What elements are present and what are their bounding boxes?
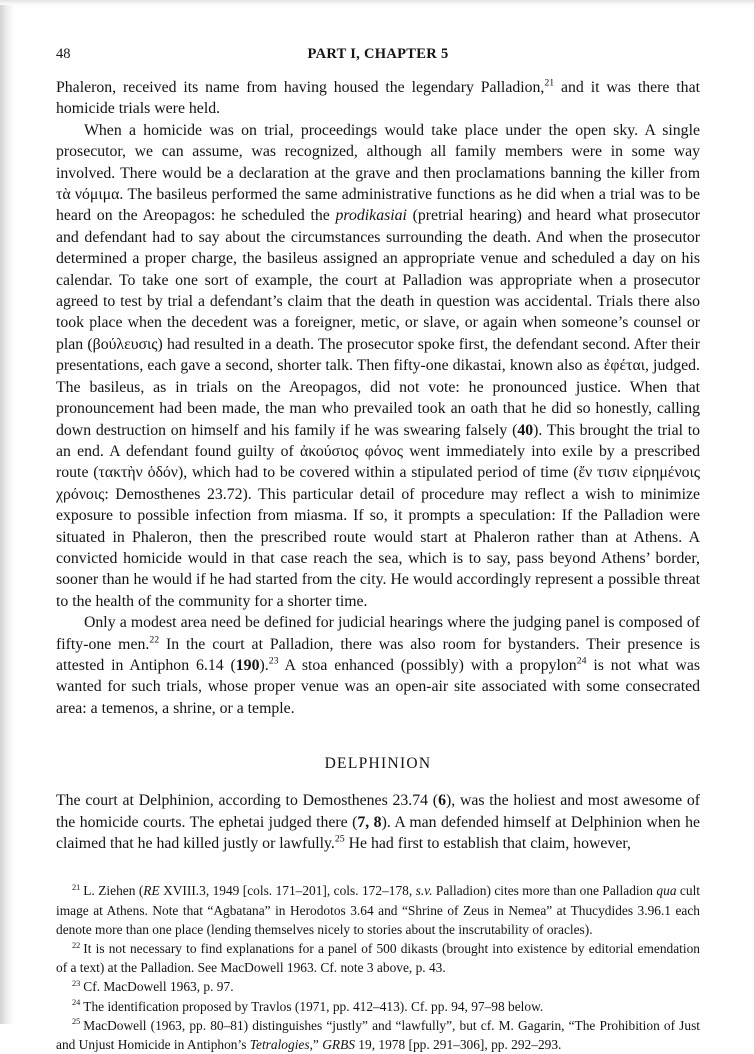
text-run: MacDowell (1963, pp. 80–81) distinguishes “justly” and “lawfully”, but cf. M. Gagarin, “The Prohibition of Just and Unjust Homicide in Antiphon’s [56, 1017, 700, 1053]
text-run: is not what was wanted for such trials, whose proper venue was an open-air site associated with some consecrated area: a temenos, a shrine, or a temple. [56, 656, 700, 717]
text-run: It is not necessary to find explanations for a panel of 500 dikasts (brought into existence by editorial emendation of a text) at the Palladion. See MacDowell 1963. Cf. note 3 above, p. 43. [56, 941, 700, 976]
body-paragraphs [56, 77, 700, 719]
text-run: The court at Delphinion, according to Demosthenes 23.74 ( [56, 792, 439, 810]
text-run: In the court at Palladion, there was also room for bystanders. Their presence is attested in Antiphon 6.14 ( [56, 635, 700, 674]
text-run: 40 [517, 421, 534, 439]
text-run: 6 [438, 792, 446, 810]
footnotes [56, 881, 700, 1054]
text-run: XVIII.3, 1949 [cols. 171–201], cols. 172–178, [159, 883, 416, 899]
footnote-ref: 21 [544, 77, 555, 89]
text-run: The identification proposed by Travlos (1971, pp. 412–413). Cf. pp. 94, 97–98 below. [83, 998, 544, 1014]
section-paragraphs [56, 790, 700, 854]
footnote-number: 22 [72, 940, 81, 950]
footnote-number: 23 [72, 978, 81, 988]
text-run: (pretrial hearing) and heard what prosecutor and defendant had to say about the circumstances surrounding the death. And when the prosecutor determined a proper charge, the basileus assigned an appropriate venue and scheduled a day on his calendar. To take one sort of example, the court at Palladion was appropriate when a prosecutor agreed to test by trial a defendant’s claim that the death in question was accidental. Trials there also took place when the decedent was a foreigner, metic, or slave, or again when someone’s counsel or plan (βούλευσις) had resulted in a death. The prosecutor spoke first, the defendant second. After their presentations, each gave a second, shorter talk. Then fifty-one dikastai, known also as ἐφέται, judged. The basileus, as in trials on the Areopagos, did not vote: he pronounced justice. When that pronouncement had been made, the man who prevailed took an oath that he did so honestly, calling down destruction on himself and his family if he was swearing falsely ( [56, 207, 700, 439]
text-run: When a homicide was on trial, proceedings would take place under the open sky. A single prosecutor, we can assume, was recognized, although all family members were in some way involved. There would be a declaration at the grave and then proclamations banning the killer from τὰ νόμιμα. The basileus performed the same administrative functions as he did when a trial was to be heard on the Areopagos: he scheduled the [56, 121, 700, 225]
text-run: qua [656, 883, 677, 899]
text-run: Phaleron, received its name from having housed the legendary Palladion, [56, 79, 545, 96]
footnote-ref: 25 [334, 833, 345, 845]
paragraph [56, 120, 700, 612]
text-run: 190 [235, 656, 260, 674]
footnote [56, 939, 700, 977]
text-run: Tetralogies [249, 1037, 310, 1053]
footnote [56, 881, 700, 939]
running-head: PART I, CHAPTER 5 [307, 46, 449, 62]
text-run: ,” [309, 1037, 323, 1053]
text-run: GRBS [322, 1037, 355, 1053]
text-run: L. Ziehen ( [83, 883, 144, 899]
text-run: He had first to establish that claim, however, [344, 835, 631, 852]
footnote-number: 24 [72, 998, 81, 1008]
page-header [56, 46, 700, 66]
paragraph [56, 790, 700, 854]
text-run: ). [259, 656, 269, 674]
text-run: ), was the holiest and most awesome of the homicide courts. The ephetai judged there ( [56, 792, 701, 831]
footnote-number: 21 [72, 882, 81, 892]
footnote [56, 997, 700, 1016]
text-run: cult image at Athens. Note that “Agbatana” in Herodotos 3.64 and “Shrine of Zeus in Nemea” at Thucydides 3.96.1 each denote more than one place (lending themselves nicely to stories about the inscrutability of oracles). [56, 883, 701, 937]
footnote [56, 977, 700, 996]
page-number: 48 [56, 46, 71, 62]
paragraph [56, 612, 700, 719]
footnote-ref: 23 [268, 655, 279, 667]
footnote-number: 25 [72, 1017, 81, 1027]
text-run: ). This brought the trial to an end. A defendant found guilty of ἀκούσιος φόνος went immediately into exile by a prescribed route (τακτὴν ὁδόν), which had to be covered within a stipulated period of time (ἔν τισιν εἰρημένοις χρόνοις: Demosthenes 23.72). This particular detail of procedure may reflect a wish to minimize exposure to possible infection from miasma. If so, it prompts a speculation: If the Palladion were situated in Phaleron, then the prescribed route would start at Phaleron rather than at Athens. A convicted homicide would in that case reach the sea, which is to say, pass beyond Athens’ border, sooner than he would if he had started from the city. He would accordingly represent a possible threat to the health of the community for a shorter time. [56, 421, 700, 610]
section-heading: DELPHINION [324, 755, 432, 773]
footnote-ref: 22 [149, 634, 160, 646]
text-run: A stoa enhanced (possibly) with a propylon [278, 656, 577, 674]
paragraph [56, 77, 700, 120]
text-run: 19, 1978 [pp. 291–306], pp. 292–293. [354, 1037, 562, 1053]
text-run: 7, 8 [357, 813, 382, 831]
text-run: prodikasiai [335, 207, 407, 225]
text-run: ). A man defended himself at Delphinion when he claimed that he had killed justly or lawfully. [56, 813, 700, 852]
text-run: and it was there that homicide trials were held. [56, 79, 700, 118]
text-run: s.v. [415, 883, 433, 899]
text-run: RE [143, 883, 160, 899]
footnote [56, 1016, 700, 1054]
text-run: Cf. MacDowell 1963, p. 97. [83, 979, 234, 995]
text-run: Only a modest area need be defined for judicial hearings where the judging panel is composed of fifty-one men. [56, 614, 700, 653]
text-run: Palladion) cites more than one Palladion [432, 883, 657, 899]
footnote-ref: 24 [576, 655, 587, 667]
